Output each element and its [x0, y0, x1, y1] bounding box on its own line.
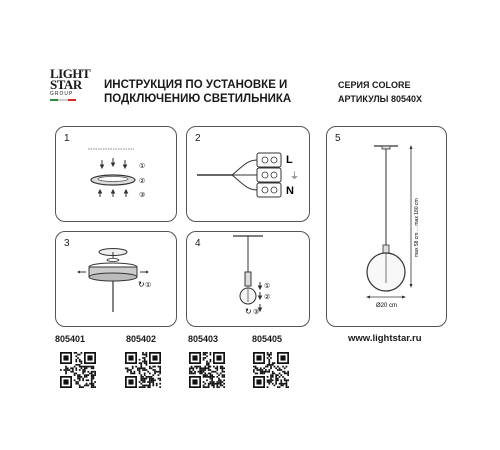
shade-assembly-diagram [56, 232, 178, 328]
panel-step-1 [55, 126, 177, 222]
height-dimension: max 58 cm ... max 180 cm [414, 198, 420, 257]
ground-icon: ⏚ [290, 171, 300, 181]
qr-code-805403 [189, 352, 225, 388]
pendant-assembly-diagram [187, 232, 311, 328]
step-1-marker: ① [139, 163, 146, 170]
screwdriver-icon: ↻ [245, 307, 252, 316]
step-2-marker: ② [264, 294, 271, 301]
logo-line-2: STAR [50, 77, 82, 92]
panel-number: 3 [64, 238, 70, 249]
qr-code-805401 [60, 352, 96, 388]
live-wire-label: L [286, 154, 293, 166]
article-code-2: 805402 [126, 334, 157, 344]
panel-number: 1 [64, 133, 70, 144]
step-1-marker: ① [145, 282, 152, 289]
series-name: СЕРИЯ COLORE [338, 80, 411, 90]
article-code-1: 805401 [55, 334, 86, 344]
panel-step-2 [186, 126, 310, 222]
document-title [104, 78, 291, 106]
screwdriver-icon: ↻ [138, 280, 145, 289]
panel-step-5 [326, 126, 447, 327]
panel-step-4 [186, 231, 310, 327]
website-link[interactable]: www.lightstar.ru [348, 333, 422, 344]
qr-code-805402 [125, 352, 161, 388]
title-line-2: ПОДКЛЮЧЕНИЮ СВЕТИЛЬНИКА [104, 93, 292, 105]
neutral-wire-label: N [286, 185, 294, 197]
logo-line-3: GROUP [50, 91, 74, 97]
step-1-marker: ① [264, 283, 271, 290]
title-line-1: ИНСТРУКЦИЯ ПО УСТАНОВКЕ И [104, 79, 288, 91]
step-3-marker: ③ [253, 309, 260, 316]
article-numbers: АРТИКУЛЫ 80540X [338, 94, 422, 104]
logo-line-1: LIGHT [50, 66, 91, 81]
step-2-marker: ② [139, 178, 146, 185]
step-3-marker: ③ [139, 192, 146, 199]
ceiling-mount-diagram [56, 127, 178, 223]
qr-code-805405 [253, 352, 289, 388]
brand-logo [50, 68, 90, 101]
wiring-diagram [187, 127, 311, 223]
flag-stripe-red [68, 99, 76, 101]
article-code-4: 805405 [252, 334, 283, 344]
dimensions-diagram [327, 127, 448, 328]
series-info [338, 78, 422, 106]
flag-stripe-white [58, 99, 68, 101]
panel-number: 4 [195, 238, 201, 249]
diameter-dimension: Ø20 cm [376, 303, 398, 309]
panel-step-3 [55, 231, 177, 327]
flag-stripe-green [50, 99, 58, 101]
logo-flag [50, 99, 76, 101]
panel-number: 2 [195, 133, 201, 144]
panel-number: 5 [335, 133, 341, 144]
article-code-3: 805403 [188, 334, 219, 344]
